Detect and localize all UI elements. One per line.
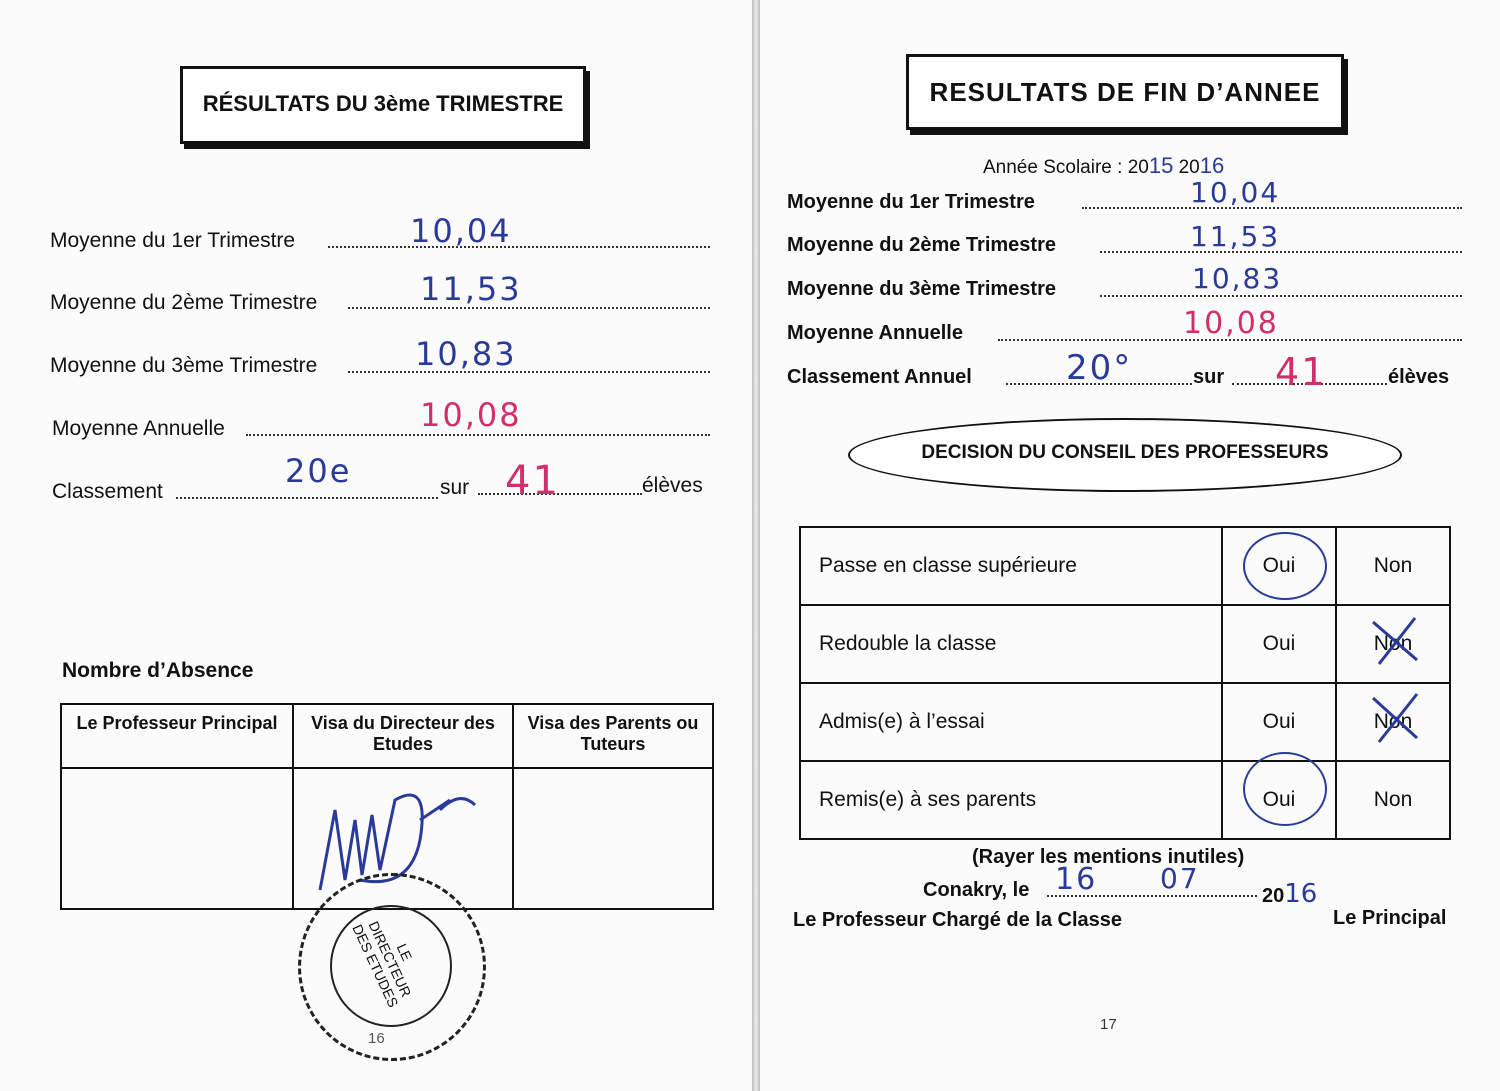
date-line [923, 879, 1029, 902]
left-title-box [180, 66, 586, 144]
option-oui: Oui [1222, 605, 1336, 683]
row-label: Moyenne du 1er Trimestre [50, 229, 296, 252]
handwritten-value: 10,08 [1183, 306, 1279, 341]
row-label: Moyenne du 2ème Trimestre [50, 291, 318, 314]
decision-title: DECISION DU CONSEIL DES PROFESSEURS [921, 442, 1329, 463]
circle-mark-icon [1243, 532, 1327, 600]
classement-label: Classement [52, 480, 163, 503]
handwritten-value: 11,53 [420, 270, 522, 308]
right-row-4: Moyenne Annuelle [787, 322, 963, 344]
date-year-prefix: 20 [1262, 885, 1285, 907]
dotted-line [1100, 295, 1462, 297]
dotted-line [328, 246, 710, 248]
sur-label: sur [440, 476, 470, 499]
handwritten-total: 41 [505, 458, 560, 504]
left-row-1 [50, 229, 295, 253]
handwritten-value: 10,04 [410, 212, 512, 250]
handwritten-rank: 20° [1066, 348, 1133, 388]
right-page [760, 0, 1500, 1091]
left-page-number: 16 [368, 1030, 385, 1047]
handwritten-rank: 20e [285, 452, 352, 490]
cross-mark-icon [1365, 688, 1425, 748]
sur-label: sur [1193, 366, 1225, 388]
handwritten-value: 10,04 [1190, 176, 1281, 209]
circle-mark-icon [1243, 752, 1327, 826]
decision-label: Remis(e) à ses parents [800, 761, 1222, 839]
row-label: Moyenne du 3ème Trimestre [50, 354, 318, 377]
date-month: 07 [1160, 862, 1200, 895]
dotted-line [348, 371, 710, 373]
handwritten-value: 11,53 [1190, 220, 1281, 253]
principal-label: Le Principal [1333, 907, 1447, 929]
date-year [1262, 879, 1317, 909]
eleves-label: élèves [1388, 366, 1450, 388]
book-gutter [752, 0, 760, 1091]
stamp-text: LE DIRECTEUR DES ETUDES [349, 918, 416, 1010]
signature-cell [61, 768, 293, 909]
left-title: RÉSULTATS DU 3ème TRIMESTRE [202, 91, 564, 116]
decision-label: Admis(e) à l’essai [800, 683, 1222, 761]
left-row-3 [50, 354, 317, 378]
option-non: Non [1336, 527, 1450, 605]
date-year-suffix: 16 [1284, 879, 1318, 909]
rayer-note: (Rayer les mentions inutiles) [972, 846, 1245, 868]
signature-cell [513, 768, 713, 909]
dotted-line [348, 307, 710, 309]
absence-label: Nombre d’Absence [62, 659, 254, 682]
left-row-4 [52, 417, 225, 441]
dotted-line [478, 493, 642, 495]
right-classement: Classement Annuel [787, 366, 972, 388]
option-oui: Oui [1222, 761, 1336, 839]
eleves-label: élèves [642, 474, 703, 497]
option-non: Non [1336, 683, 1450, 761]
right-row-3: Moyenne du 3ème Trimestre [787, 278, 1056, 300]
annee-scolaire [983, 153, 1224, 179]
right-row-2: Moyenne du 2ème Trimestre [787, 234, 1056, 256]
decision-label: Passe en classe supérieure [800, 527, 1222, 605]
handwritten-value: 10,83 [415, 335, 517, 373]
right-title: RESULTATS DE FIN D’ANNEE [929, 77, 1321, 107]
handwritten-value: 10,83 [1192, 262, 1283, 295]
handwritten-value: 10,08 [420, 396, 522, 434]
cross-mark-icon [1365, 612, 1425, 670]
dotted-line [176, 497, 438, 499]
header-prof-principal: Le Professeur Principal [61, 704, 293, 768]
decision-table [799, 526, 1451, 840]
dotted-line [1100, 251, 1462, 253]
right-page-number: 17 [1100, 1016, 1117, 1033]
option-oui: Oui [1222, 683, 1336, 761]
right-row-1: Moyenne du 1er Trimestre [787, 191, 1035, 213]
decision-label: Redouble la classe [800, 605, 1222, 683]
right-title-box [906, 54, 1344, 130]
annee-sep: 20 [1178, 157, 1200, 178]
left-row-2 [50, 291, 317, 315]
option-non: Non [1336, 605, 1450, 683]
annee-year2: 16 [1199, 153, 1225, 178]
option-non: Non [1336, 761, 1450, 839]
annee-year1: 15 [1148, 153, 1174, 178]
date-label: Conakry, le [923, 879, 1030, 901]
annee-label: Année Scolaire : 20 [983, 157, 1149, 178]
left-classement [52, 480, 163, 504]
header-visa-parents: Visa des Parents ou Tuteurs [513, 704, 713, 768]
row-label: Moyenne Annuelle [52, 417, 225, 440]
date-day: 16 [1055, 862, 1098, 897]
header-visa-directeur: Visa du Directeur des Etudes [293, 704, 513, 768]
handwritten-total: 41 [1275, 350, 1328, 394]
dotted-line [246, 434, 710, 436]
prof-label: Le Professeur Chargé de la Classe [793, 909, 1123, 931]
option-oui: Oui [1222, 527, 1336, 605]
decision-title-ellipse [848, 418, 1402, 492]
